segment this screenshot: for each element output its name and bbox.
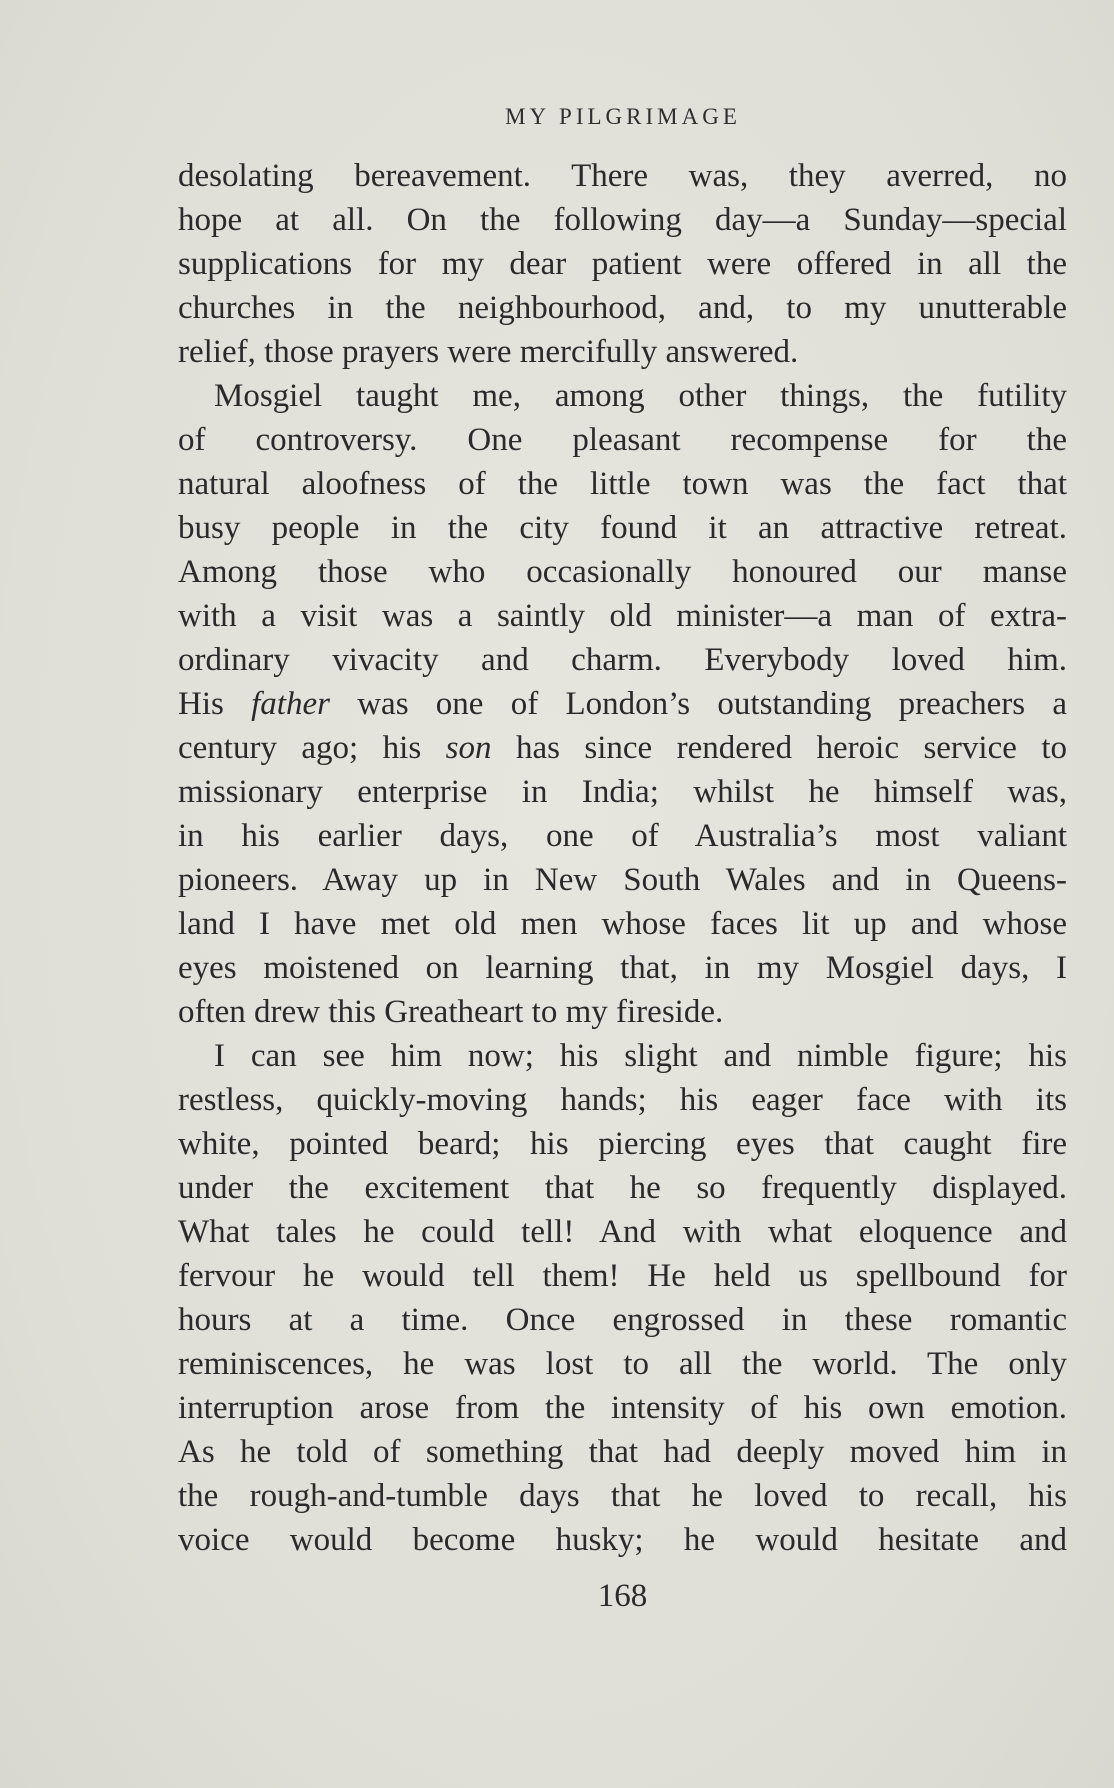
text-line [178, 374, 1067, 418]
text-line [178, 902, 1067, 946]
text-line [178, 946, 1067, 990]
text-line [178, 154, 1067, 198]
text-line [178, 462, 1067, 506]
text-segment: voice would become husky; he would hesitate and [178, 1522, 1067, 1558]
text-segment: missionary enterprise in India; whilst he himself was, [178, 774, 1067, 810]
text-segment: busy people in the city found it an attractive retreat. [178, 510, 1067, 546]
text-segment: Among those who occasionally honoured our manse [178, 554, 1067, 590]
italic-word: father [251, 686, 330, 722]
text-line [178, 242, 1067, 286]
text-line [178, 1122, 1067, 1166]
text-segment: has since rendered heroic service to [491, 730, 1067, 766]
text-line [178, 198, 1067, 242]
text-segment: often drew this Greatheart to my fireside. [178, 994, 724, 1030]
text-segment: desolating bereavement. There was, they averred, no [178, 158, 1067, 194]
text-line [178, 550, 1067, 594]
text-line [178, 1342, 1067, 1386]
text-line [178, 726, 1067, 770]
text-line [178, 1210, 1067, 1254]
text-segment: supplications for my dear patient were offered in all the [178, 246, 1067, 282]
text-line [178, 1474, 1067, 1518]
text-segment: His [178, 686, 252, 722]
text-segment: hours at a time. Once engrossed in these romantic [178, 1302, 1067, 1338]
text-segment: churches in the neighbourhood, and, to my unutterable [178, 290, 1067, 326]
text-segment: pioneers. Away up in New South Wales and in Queens- [178, 862, 1067, 898]
text-line [178, 1254, 1067, 1298]
text-segment: restless, quickly-moving hands; his eager face with its [178, 1082, 1067, 1118]
text-line [178, 286, 1067, 330]
running-head: MY PILGRIMAGE [505, 104, 741, 129]
text-segment: eyes moistened on learning that, in my Mosgiel days, I [178, 950, 1067, 986]
text-segment: reminiscences, he was lost to all the world. The only [178, 1346, 1067, 1382]
italic-word: son [445, 730, 492, 766]
text-line [178, 814, 1067, 858]
text-segment: hope at all. On the following day—a Sunday—special [178, 202, 1067, 238]
page-number: 168 [597, 1578, 648, 1614]
text-segment: What tales he could tell! And with what eloquence and [178, 1214, 1067, 1250]
text-segment: white, pointed beard; his piercing eyes that caught fire [178, 1126, 1067, 1162]
text-segment: natural aloofness of the little town was the fact that [178, 466, 1067, 502]
body-text [178, 154, 1067, 1562]
text-line [178, 1298, 1067, 1342]
text-segment: was one of London’s outstanding preachers a [329, 686, 1067, 722]
text-segment: of controversy. One pleasant recompense for the [178, 422, 1067, 458]
text-line [178, 1430, 1067, 1474]
text-segment: land I have met old men whose faces lit up and whose [178, 906, 1067, 942]
text-segment: I can see him now; his slight and nimble figure; his [214, 1038, 1067, 1074]
text-segment: As he told of something that had deeply moved him in [178, 1434, 1067, 1470]
text-line [178, 594, 1067, 638]
text-line [178, 418, 1067, 462]
text-segment: relief, those prayers were mercifully answered. [178, 334, 799, 370]
text-segment: ordinary vivacity and charm. Everybody loved him. [178, 642, 1067, 678]
text-line [178, 1078, 1067, 1122]
text-line [178, 330, 1067, 374]
text-segment: fervour he would tell them! He held us spellbound for [178, 1258, 1067, 1294]
text-line [178, 1386, 1067, 1430]
text-line [178, 1166, 1067, 1210]
text-segment: with a visit was a saintly old minister—a man of extra- [178, 598, 1067, 634]
text-segment: under the excitement that he so frequently displayed. [178, 1170, 1067, 1206]
text-line [178, 1518, 1067, 1562]
text-line [178, 770, 1067, 814]
text-line [178, 1034, 1067, 1078]
text-line [178, 990, 1067, 1034]
text-line [178, 638, 1067, 682]
text-line [178, 506, 1067, 550]
text-line [178, 682, 1067, 726]
text-segment: interruption arose from the intensity of his own emotion. [178, 1390, 1067, 1426]
text-segment: the rough-and-tumble days that he loved to recall, his [178, 1478, 1067, 1514]
text-segment: Mosgiel taught me, among other things, the futility [214, 378, 1067, 414]
text-line [178, 858, 1067, 902]
text-segment: in his earlier days, one of Australia’s most valiant [178, 818, 1067, 854]
text-segment: century ago; his [178, 730, 446, 766]
